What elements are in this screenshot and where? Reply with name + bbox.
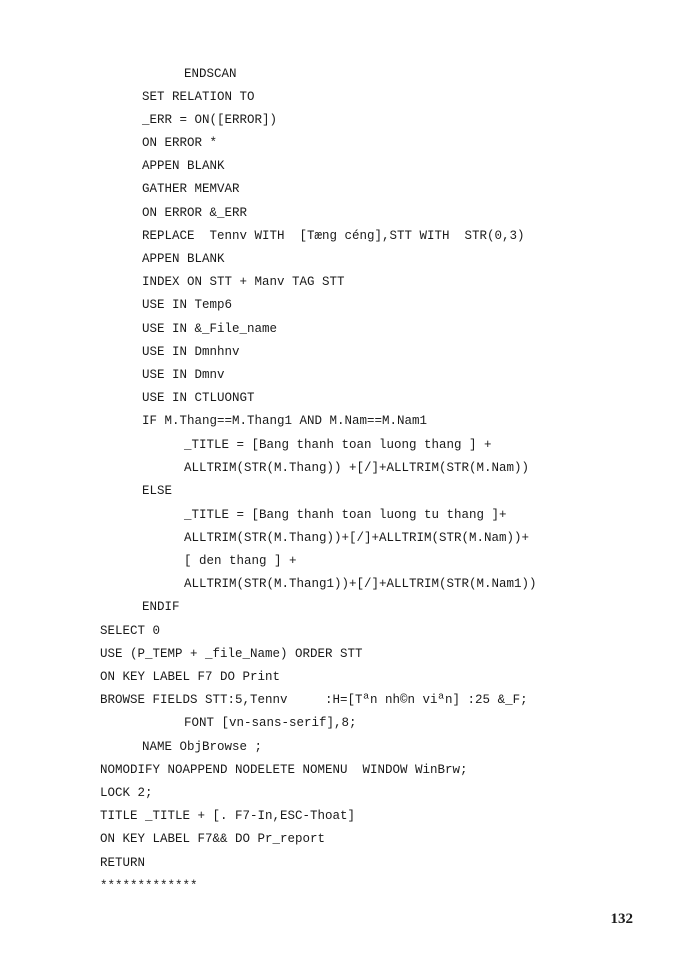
code-line: NAME ObjBrowse ; (142, 740, 263, 754)
code-line: USE IN Dmnv (142, 368, 225, 382)
code-line: SELECT 0 (100, 624, 161, 638)
code-line: _TITLE = [Bang thanh toan luong tu thang ]+ (184, 508, 507, 522)
code-line: BROWSE FIELDS STT:5,Tennv :H=[Tªn nh©n viªn] :25 &_F; (100, 693, 528, 707)
code-line: APPEN BLANK (142, 159, 225, 173)
code-line: ENDSCAN (184, 67, 237, 81)
code-line: ************* (100, 879, 198, 893)
code-line: ALLTRIM(STR(M.Thang1))+[/]+ALLTRIM(STR(M.Nam1)) (184, 577, 537, 591)
code-line: SET RELATION TO (142, 90, 255, 104)
code-line: ALLTRIM(STR(M.Thang)) +[/]+ALLTRIM(STR(M.Nam)) (184, 461, 530, 475)
code-line: INDEX ON STT + Manv TAG STT (142, 275, 345, 289)
code-line: ELSE (142, 484, 173, 498)
code-line: USE IN &_File_name (142, 322, 278, 336)
code-line: USE IN Temp6 (142, 298, 233, 312)
code-line: FONT [vn-sans-serif],8; (184, 716, 357, 730)
code-line: TITLE _TITLE + [. F7-In,ESC-Thoat] (100, 809, 356, 823)
code-line: [ den thang ] + (184, 554, 297, 568)
code-line: ON KEY LABEL F7&& DO Pr_report (100, 832, 326, 846)
code-line: GATHER MEMVAR (142, 182, 240, 196)
code-line: ON ERROR &_ERR (142, 206, 248, 220)
code-line: ALLTRIM(STR(M.Thang))+[/]+ALLTRIM(STR(M.Nam))+ (184, 531, 530, 545)
code-line: ON ERROR * (142, 136, 218, 150)
code-line: APPEN BLANK (142, 252, 225, 266)
code-line: USE (P_TEMP + _file_Name) ORDER STT (100, 647, 363, 661)
page-number: 132 (610, 911, 633, 927)
code-line: ON KEY LABEL F7 DO Print (100, 670, 281, 684)
code-line: NOMODIFY NOAPPEND NODELETE NOMENU WINDOW WinBrw; (100, 763, 468, 777)
code-line: REPLACE Tennv WITH [Tæng céng],STT WITH STR(0,3) (142, 229, 525, 243)
code-line: RETURN (100, 856, 146, 870)
code-line: IF M.Thang==M.Thang1 AND M.Nam==M.Nam1 (142, 414, 428, 428)
code-line: _TITLE = [Bang thanh toan luong thang ] + (184, 438, 492, 452)
code-line: ENDIF (142, 600, 180, 614)
code-line: LOCK 2; (100, 786, 153, 800)
code-line: USE IN Dmnhnv (142, 345, 240, 359)
code-line: USE IN CTLUONGT (142, 391, 255, 405)
code-line: _ERR = ON([ERROR]) (142, 113, 278, 127)
